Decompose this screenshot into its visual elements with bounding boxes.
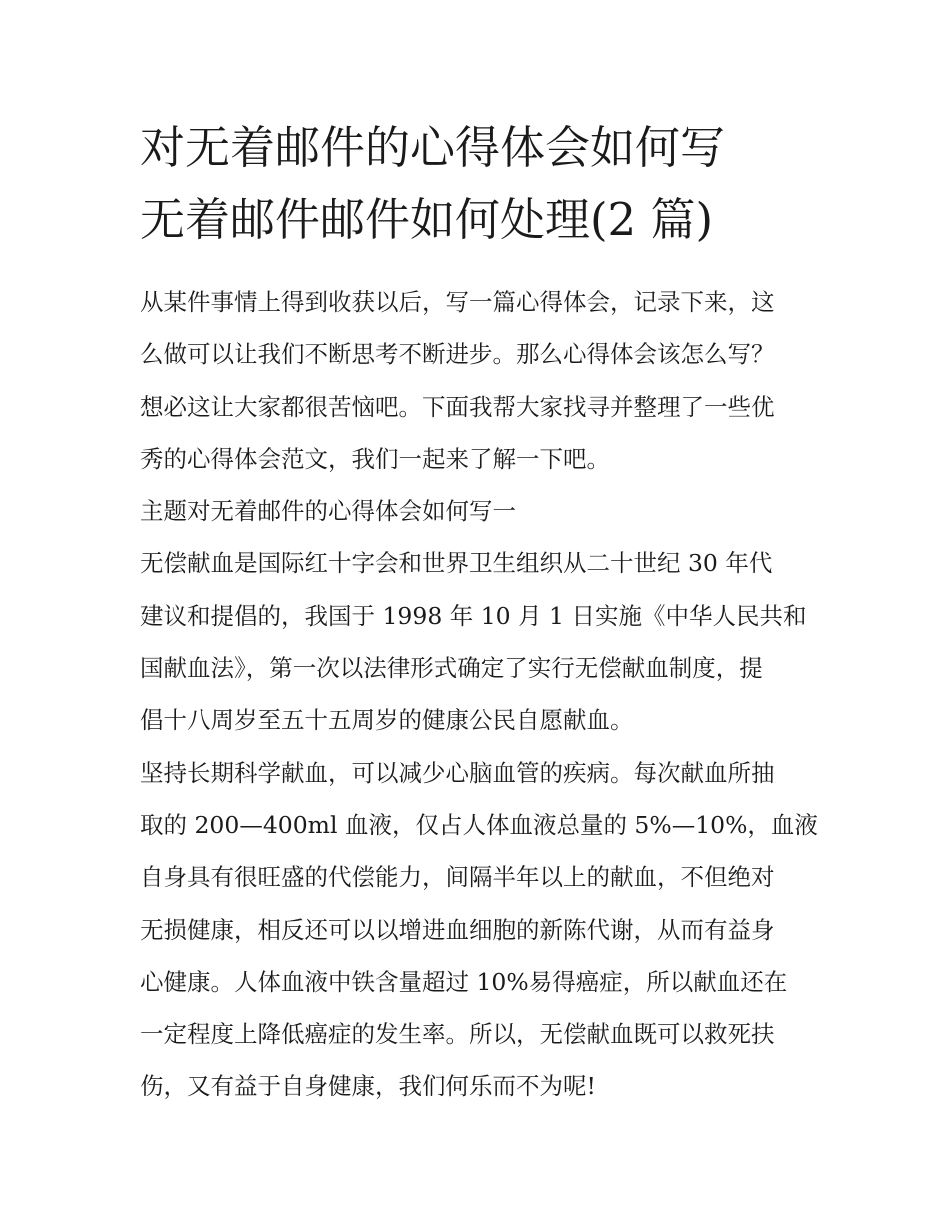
title-line: 无着邮件邮件如何处理(2 篇) xyxy=(140,193,714,246)
text-line: 无偿献血是国际红十字会和世界卫生组织从二十世纪 30 年代 xyxy=(140,549,773,578)
text-line: 建议和提倡的，我国于 1998 年 10 月 1 日实施《中华人民共和 xyxy=(140,601,807,630)
text-line: 取的 200—400ml 血液，仅占人体血液总量的 5%—10%，血液 xyxy=(140,810,818,839)
title-line: 对无着邮件的心得体会如何写 xyxy=(140,121,726,174)
text-line: 秀的心得体会范文，我们一起来了解一下吧。 xyxy=(140,444,610,473)
text-line: 无损健康，相反还可以以增进血细胞的新陈代谢，从而有益身 xyxy=(140,915,775,944)
text-line: 主题对无着邮件的心得体会如何写一 xyxy=(140,497,516,526)
text-line: 倡十八周岁至五十五周岁的健康公民自愿献血。 xyxy=(140,706,634,735)
text-line: 国献血法》，第一次以法律形式确定了实行无偿献血制度，提 xyxy=(140,654,763,683)
text-line: 坚持长期科学献血，可以减少心脑血管的疾病。每次献血所抽 xyxy=(140,758,775,787)
health-benefit-paragraph xyxy=(140,747,830,1113)
text-line: 心健康。人体血液中铁含量超过 10%易得癌症，所以献血还在 xyxy=(140,967,788,996)
section-heading xyxy=(140,485,830,537)
text-line: 自身具有很旺盛的代偿能力，间隔半年以上的献血，不但绝对 xyxy=(140,863,775,892)
text-line: 想必这让大家都很苦恼吧。下面我帮大家找寻并整理了一些优 xyxy=(140,392,775,421)
document-body xyxy=(140,276,830,1113)
blood-donation-paragraph xyxy=(140,537,830,746)
document-title xyxy=(140,112,830,256)
intro-paragraph xyxy=(140,276,830,485)
text-line: 么做可以让我们不断思考不断进步。那么心得体会该怎么写？ xyxy=(140,340,775,369)
text-line: 从某件事情上得到收获以后，写一篇心得体会，记录下来，这 xyxy=(140,288,775,316)
text-line: 一定程度上降低癌症的发生率。所以，无偿献血既可以救死扶 xyxy=(140,1020,775,1049)
text-line: 伤，又有益于自身健康，我们何乐而不为呢! xyxy=(140,1072,596,1101)
